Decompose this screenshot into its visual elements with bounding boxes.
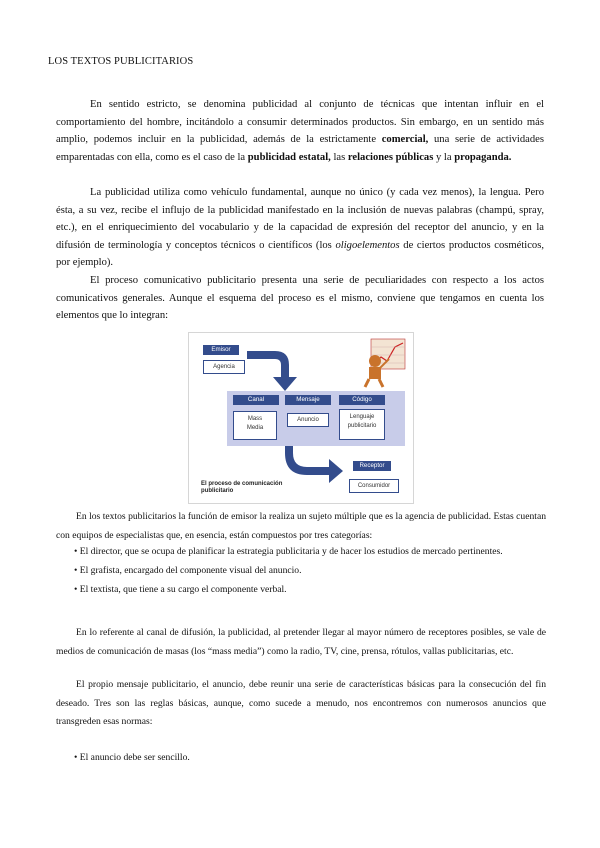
- diagram-lenguaje-box: [339, 409, 385, 440]
- diagram-emisor-label: Emisor: [203, 345, 239, 355]
- diagram-caption: [201, 481, 282, 495]
- diagram-consumidor-box: Consumidor: [349, 479, 399, 493]
- mass-media-line-1: Mass: [247, 416, 263, 422]
- paragraph-language: La publicidad utiliza como vehículo fundamental, aunque no único (y cada vez menos), la lengua. Pero ésta, a su vez, recibe el influjo de la publicidad manifestado en la inclusión de nuevas palabras (champú, spray, etc.), en el enriquecimiento del vocabulario y de la capacidad de expresión del receptor del anuncio, y en la difusión de terminología y conceptos técnicos o científicos (los oligoelementos de ciertos productos cosméticos, por ejemplo).: [56, 187, 544, 269]
- mass-media-line-2: Media: [246, 425, 264, 431]
- bullet-anuncio-sencillo: • El anuncio debe ser sencillo.: [74, 752, 190, 763]
- diagram-anuncio-box: Anuncio: [287, 413, 329, 427]
- arrow-down-right-icon: [247, 351, 297, 391]
- bullet-grafista: • El grafista, encargado del componente visual del anuncio.: [74, 565, 302, 576]
- paragraph-emisor: En los textos publicitarios la función de emisor la realiza un sujeto múltiple que es la agencia de publicidad. Estas cuentan con equipos de especialistas que, en esencia, están compuestos por tres categorías:: [56, 511, 546, 541]
- lenguaje-line-2: publicitario: [347, 423, 377, 429]
- diagram-caption-line-2: publicitario: [201, 488, 234, 495]
- lenguaje-line-1: Lenguaje: [349, 414, 375, 420]
- diagram-mass-media-box: [233, 411, 277, 440]
- diagram-mensaje-label: Mensaje: [285, 395, 331, 405]
- communication-process-diagram: [188, 332, 414, 504]
- paragraph-intro: En sentido estricto, se denomina publicidad al conjunto de técnicas que intentan influir en el comportamiento del hombre, incitándolo a consumir determinados productos. Sin embargo, en un sentido más amplio, podemos incluir en la publicidad, además de la estrictamente comercial, una serie de actividades emparentadas con ella, como es el caso de la publicidad estatal, las relaciones públicas y la propaganda.: [56, 99, 544, 163]
- page-title: LOS TEXTOS PUBLICITARIOS: [48, 56, 194, 67]
- bullet-director: • El director, que se ocupa de planificar la estrategia publicitaria y de hacer los estudios de mercado pertinentes.: [74, 546, 503, 557]
- diagram-receptor-label: Receptor: [353, 461, 391, 471]
- paragraph-canal: En lo referente al canal de difusión, la publicidad, al pretender llegar al mayor número de receptores posibles, se vale de medios de comunicación de masas (los “mass media”) como la radio, TV, cine, prensa, rótulos, vallas publicitarias, etc.: [56, 627, 546, 657]
- presenter-figure-icon: [365, 339, 405, 387]
- diagram-agencia-box: Agencia: [203, 360, 245, 374]
- diagram-caption-line-1: El proceso de comunicación: [201, 481, 283, 487]
- diagram-codigo-label: Código: [339, 395, 385, 405]
- paragraph-process: El proceso comunicativo publicitario presenta una serie de peculiaridades con respecto a los actos comunicativos generales. Aunque el esquema del proceso es el mismo, conviene que tengamos en cuenta los elementos que lo integran:: [56, 275, 544, 322]
- bullet-textista: • El textista, que tiene a su cargo el componente verbal.: [74, 584, 287, 595]
- paragraph-mensaje: El propio mensaje publicitario, el anuncio, debe reunir una serie de características básicas para la consecución del fin deseado. Tres son las reglas básicas, aunque, como sucede a menudo, nos encontremos con numerosos anuncios que transgreden esas normas:: [56, 679, 546, 728]
- diagram-canal-label: Canal: [233, 395, 279, 405]
